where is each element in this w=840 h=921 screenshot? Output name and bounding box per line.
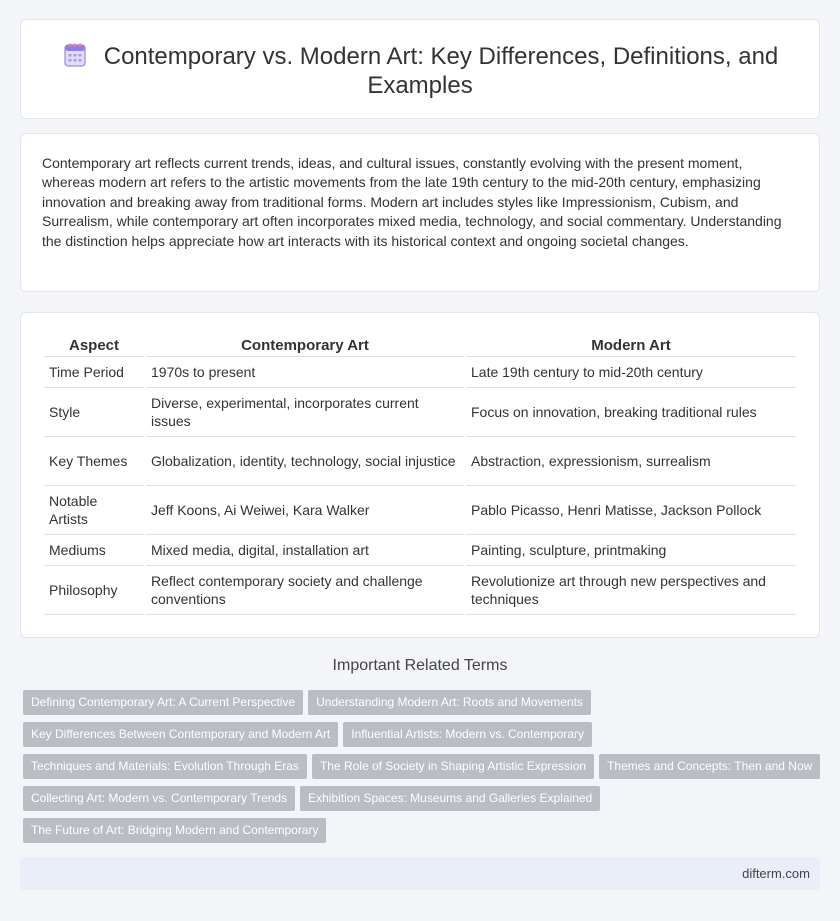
cell-aspect: Key Themes <box>44 437 144 486</box>
related-tag[interactable]: Defining Contemporary Art: A Current Perspective <box>23 690 303 715</box>
header-modern: Modern Art <box>466 331 796 357</box>
tag-row <box>23 754 823 786</box>
tag-row <box>23 722 823 754</box>
cell-contemporary: Diverse, experimental, incorporates current issues <box>146 388 464 437</box>
header-card <box>20 19 820 119</box>
intro-card <box>20 133 820 292</box>
cell-aspect: Mediums <box>44 535 144 566</box>
cell-contemporary: 1970s to present <box>146 357 464 388</box>
tag-row <box>23 786 823 818</box>
footer-site: difterm.com <box>742 866 810 881</box>
related-tag[interactable]: Collecting Art: Modern vs. Contemporary Trends <box>23 786 295 811</box>
header-aspect: Aspect <box>44 331 144 357</box>
cell-modern: Abstraction, expressionism, surrealism <box>466 437 796 486</box>
table-row <box>44 437 796 486</box>
page-title: Contemporary vs. Modern Art: Key Differences, Definitions, and Examples <box>103 43 779 99</box>
cell-modern: Revolutionize art through new perspectives and techniques <box>466 566 796 615</box>
header-contemporary: Contemporary Art <box>146 331 464 357</box>
cell-aspect: Style <box>44 388 144 437</box>
comparison-table <box>42 331 798 615</box>
title-wrap <box>21 42 819 100</box>
tag-row <box>23 690 823 722</box>
related-tag[interactable]: Key Differences Between Contemporary and Modern Art <box>23 722 338 747</box>
table-header-row <box>44 331 796 357</box>
table-card <box>20 312 820 638</box>
tag-row <box>23 818 823 850</box>
cell-aspect: Notable Artists <box>44 486 144 535</box>
related-tag[interactable]: Influential Artists: Modern vs. Contemporary <box>343 722 592 747</box>
footer <box>20 857 820 890</box>
related-tag[interactable]: Techniques and Materials: Evolution Through Eras <box>23 754 307 779</box>
cell-contemporary: Jeff Koons, Ai Weiwei, Kara Walker <box>146 486 464 535</box>
intro-paragraph: Contemporary art reflects current trends, ideas, and cultural issues, constantly evolving with the present moment, whereas modern art refers to the artistic movements from the late 19th century to the mid-20th century, emphasizing innovation and breaking away from traditional forms. Modern art includes styles like Impressionism, Cubism, and Surrealism, while contemporary art often incorporates mixed media, technology, and social commentary. Understanding the distinction helps appreciate how art interacts with its historical context and ongoing societal changes. <box>42 155 782 249</box>
table-row <box>44 566 796 615</box>
cell-modern: Pablo Picasso, Henri Matisse, Jackson Pollock <box>466 486 796 535</box>
related-tag[interactable]: The Role of Society in Shaping Artistic Expression <box>312 754 594 779</box>
table-row <box>44 357 796 388</box>
cell-aspect: Philosophy <box>44 566 144 615</box>
table-row <box>44 535 796 566</box>
cell-contemporary: Mixed media, digital, installation art <box>146 535 464 566</box>
cell-modern: Late 19th century to mid-20th century <box>466 357 796 388</box>
related-terms-title: Important Related Terms <box>332 657 508 674</box>
related-tag[interactable]: Themes and Concepts: Then and Now <box>599 754 820 779</box>
table-row <box>44 486 796 535</box>
cell-modern: Focus on innovation, breaking traditional rules <box>466 388 796 437</box>
cell-aspect: Time Period <box>44 357 144 388</box>
related-terms-list <box>23 690 823 850</box>
related-tag[interactable]: The Future of Art: Bridging Modern and Contemporary <box>23 818 326 843</box>
document-icon <box>62 42 88 68</box>
related-tag[interactable]: Exhibition Spaces: Museums and Galleries Explained <box>300 786 600 811</box>
cell-modern: Painting, sculpture, printmaking <box>466 535 796 566</box>
related-tag[interactable]: Understanding Modern Art: Roots and Movements <box>308 690 591 715</box>
table-row <box>44 388 796 437</box>
cell-contemporary: Globalization, identity, technology, social injustice <box>146 437 464 486</box>
cell-contemporary: Reflect contemporary society and challenge conventions <box>146 566 464 615</box>
